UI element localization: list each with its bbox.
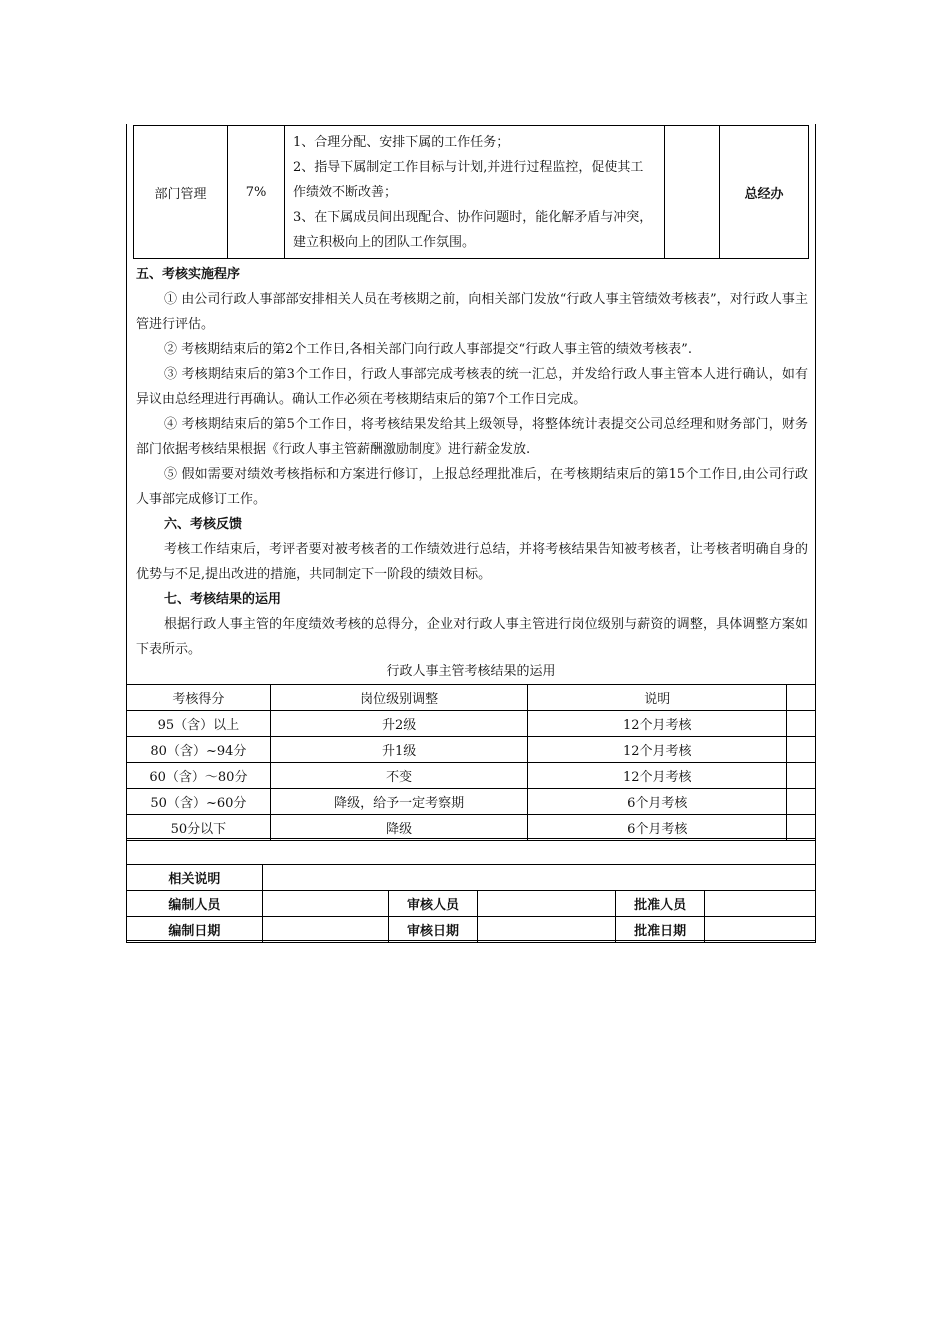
adjust-cell: 降级，给予一定考察期 (270, 789, 528, 815)
table-caption: 行政人事主管考核结果的运用 (386, 664, 556, 679)
paragraph: ② 考核期结束后的第2个工作日,各相关部门向行政人事部提交“行政人事主管的绩效考核表”. (164, 342, 692, 357)
review-date-label: 审核日期 (388, 917, 478, 943)
approve-date-field[interactable] (705, 917, 816, 943)
indicator-description (285, 126, 665, 259)
empty-cell (787, 711, 816, 737)
note-cell: 12个月考核 (528, 711, 787, 737)
indicator-name: 部门管理 (134, 126, 228, 259)
note-cell: 12个月考核 (528, 763, 787, 789)
reviewer-label: 审核人员 (388, 891, 478, 917)
note-cell: 6个月考核 (528, 815, 787, 841)
description-line: 1、合理分配、安排下属的工作任务； (293, 134, 510, 150)
spacer-cell (127, 839, 816, 865)
related-notes-label: 相关说明 (127, 865, 263, 891)
adjust-cell: 降级 (270, 815, 528, 841)
body-content (136, 262, 808, 662)
empty-cell (787, 737, 816, 763)
score-cell: 95（含）以上 (127, 711, 271, 737)
responsible-dept: 总经办 (720, 126, 809, 259)
compiler-field[interactable] (262, 891, 388, 917)
adjust-cell: 升2级 (270, 711, 528, 737)
empty-cell (787, 789, 816, 815)
adjust-cell: 升1级 (270, 737, 528, 763)
description-line: 2、指导下属制定工作目标与计划,并进行过程监控，促使其工作绩效不断改善； (293, 159, 644, 200)
compiler-label: 编制人员 (127, 891, 263, 917)
score-cell: 50（含）~60分 (127, 789, 271, 815)
paragraph: 考核工作结束后，考评者要对被考核者的工作绩效进行总结，并将考核结果告知被考核者，让考核者明确自身的优势与不足,提出改进的措施，共同制定下一阶段的绩效目标。 (136, 542, 808, 582)
compile-date-field[interactable] (262, 917, 388, 943)
score-cell: 80（含）~94分 (127, 737, 271, 763)
dept-management-row-table (133, 125, 809, 259)
score-cell: 50分以下 (127, 815, 271, 841)
table-row (127, 737, 816, 763)
review-date-field[interactable] (478, 917, 616, 943)
table-row (127, 865, 816, 891)
approver-label: 批准人员 (616, 891, 705, 917)
paragraph: 根据行政人事主管的年度绩效考核的总得分，企业对行政人事主管进行岗位级别与薪资的调整，具体调整方案如下表所示。 (136, 617, 808, 657)
empty-cell (665, 126, 720, 259)
paragraph: ④ 考核期结束后的第5个工作日，将考核结果发给其上级领导，将整体统计表提交公司总经理和财务部门，财务部门依据考核结果根据《行政人事主管薪酬激励制度》进行薪金发放. (136, 417, 808, 457)
table-row (127, 763, 816, 789)
signoff-table (126, 838, 816, 943)
note-cell: 12个月考核 (528, 737, 787, 763)
column-header: 说明 (528, 685, 787, 711)
empty-cell (787, 685, 816, 711)
compile-date-label: 编制日期 (127, 917, 263, 943)
table-row (127, 711, 816, 737)
approve-date-label: 批准日期 (616, 917, 705, 943)
indicator-weight: 7% (228, 126, 285, 259)
description-line: 3、在下属成员间出现配合、协作问题时，能化解矛盾与冲突，建立积极向上的团队工作氛围。 (293, 209, 653, 250)
result-table (126, 684, 816, 841)
table-header-row (127, 685, 816, 711)
table-row (134, 126, 809, 259)
empty-cell (787, 763, 816, 789)
related-notes-field[interactable] (262, 865, 815, 891)
paragraph: ③ 考核期结束后的第3个工作日，行政人事部完成考核表的统一汇总，并发给行政人事主管本人进行确认，如有异议由总经理进行再确认。确认工作必须在考核期结束后的第7个工作日完成。 (136, 367, 808, 407)
score-cell: 60（含）～80分 (127, 763, 271, 789)
approver-field[interactable] (705, 891, 816, 917)
column-header: 岗位级别调整 (270, 685, 528, 711)
empty-cell (787, 815, 816, 841)
column-header: 考核得分 (127, 685, 271, 711)
section-heading: 五、考核实施程序 (136, 267, 241, 282)
table-row (127, 839, 816, 865)
paragraph: ① 由公司行政人事部部安排相关人员在考核期之前，向相关部门发放“行政人事主管绩效考核表”，对行政人事主管进行评估。 (136, 292, 808, 332)
table-row (127, 815, 816, 841)
paragraph: ⑤ 假如需要对绩效考核指标和方案进行修订，上报总经理批准后，在考核期结束后的第15个工作日,由公司行政人事部完成修订工作。 (136, 467, 808, 507)
table-row (127, 891, 816, 917)
reviewer-field[interactable] (478, 891, 616, 917)
table-row (127, 917, 816, 943)
note-cell: 6个月考核 (528, 789, 787, 815)
section-heading: 七、考核结果的运用 (164, 592, 282, 607)
section-heading: 六、考核反馈 (164, 517, 243, 532)
table-row (127, 789, 816, 815)
adjust-cell: 不变 (270, 763, 528, 789)
